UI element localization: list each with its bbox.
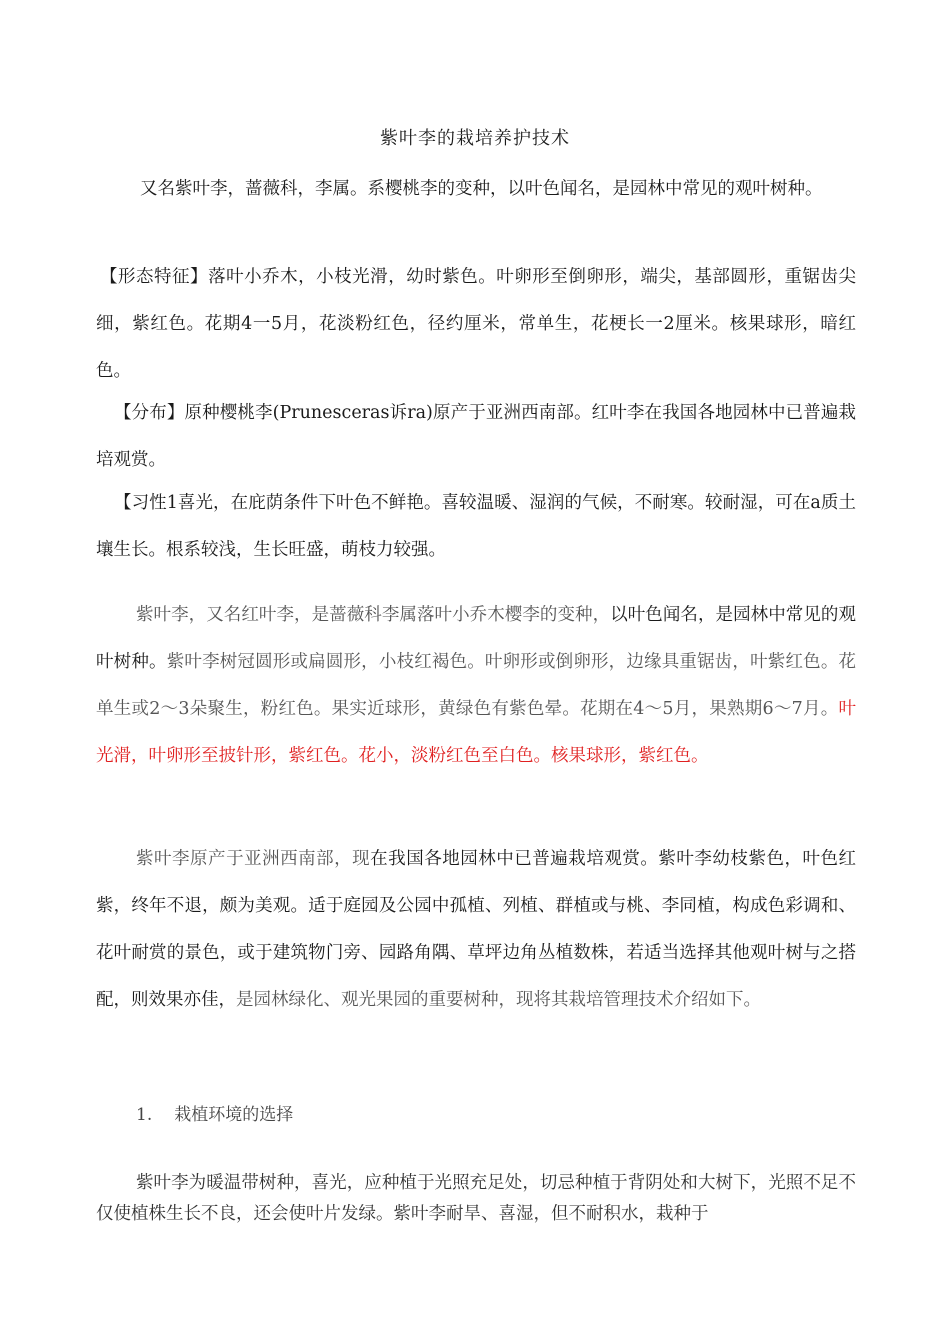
- description-text-b: 以叶色闻名，是园林中常见的观叶树种。: [96, 605, 856, 672]
- origin-usage-paragraph: [96, 836, 856, 1024]
- origin-text-a: 紫叶李原产于亚洲西南部，现: [136, 849, 371, 869]
- intro-paragraph: 又名紫叶李，蔷薇科，李属。系樱桃李的变种，以叶色闻名，是园林中常见的观叶树种。: [140, 179, 823, 199]
- section-heading-1: [136, 1100, 293, 1125]
- environment-paragraph: 紫叶李为暖温带树种，喜光，应种植于光照充足处，切忌种植于背阴处和大树下，光照不足不仅使植株生长不良，还会使叶片发绿。紫叶李耐旱、喜湿，但不耐积水，栽种于: [96, 1173, 856, 1224]
- origin-text-b: 在我国各地园林中已普遍栽培观赏。紫叶李幼枝紫色，叶色红紫，终年不退，颇为美观。适于庭园及公园中孤植、列植、群植或与桃、李同植，构成色彩调和、花叶耐赏的景色，或于建筑物门旁、园路角隅、草坪边角丛植数株，若适当选择其他观叶树与之搭配，则效果亦佳，: [96, 849, 857, 1010]
- section-number: 1.: [136, 1105, 153, 1125]
- morphology-paragraph: 【形态特征】落叶小乔木，小枝光滑，幼时紫色。叶卵形至倒卵形，端尖，基部圆形，重锯齿尖细，紫红色。花期4一5月，花淡粉红色，径约厘米，常单生，花梗长一2厘米。核果球形，暗红色。: [96, 267, 856, 381]
- section-title: 栽植环境的选择: [174, 1105, 294, 1125]
- description-paragraph: [96, 592, 856, 780]
- document-title: 紫叶李的栽培养护技术: [380, 128, 570, 149]
- origin-text-c: 是园林绿化、观光果园的重要树种，现将其栽培管理技术介绍如下。: [236, 990, 761, 1010]
- habit-paragraph: 【习性1喜光，在庇荫条件下叶色不鲜艳。喜较温暖、湿润的气候，不耐寒。较耐湿，可在a质土壤生长。根系较浅，生长旺盛，萌枝力较强。: [96, 493, 856, 560]
- description-text-a: 紫叶李，又名红叶李，是蔷薇科李属落叶小乔木樱李的变种，: [136, 605, 611, 625]
- description-text-c: 紫叶李树冠圆形或扁圆形，小枝红褐色。叶卵形或倒卵形，边缘具重锯齿，叶紫红色。花单生或2〜3朵聚生，粉红色。果实近球形，黄绿色有紫色晕。花期在4〜5月，果熟期6〜7月。: [96, 652, 857, 719]
- description-highlight-red: 叶光滑，叶卵形至披针形，紫红色。花小，淡粉红色至白色。核果球形，紫红色。: [96, 699, 856, 766]
- distribution-paragraph: 【分布】原种樱桃李(Prunesceras诉ra)原产于亚洲西南部。红叶李在我国各地园林中已普遍栽培观赏。: [96, 403, 856, 470]
